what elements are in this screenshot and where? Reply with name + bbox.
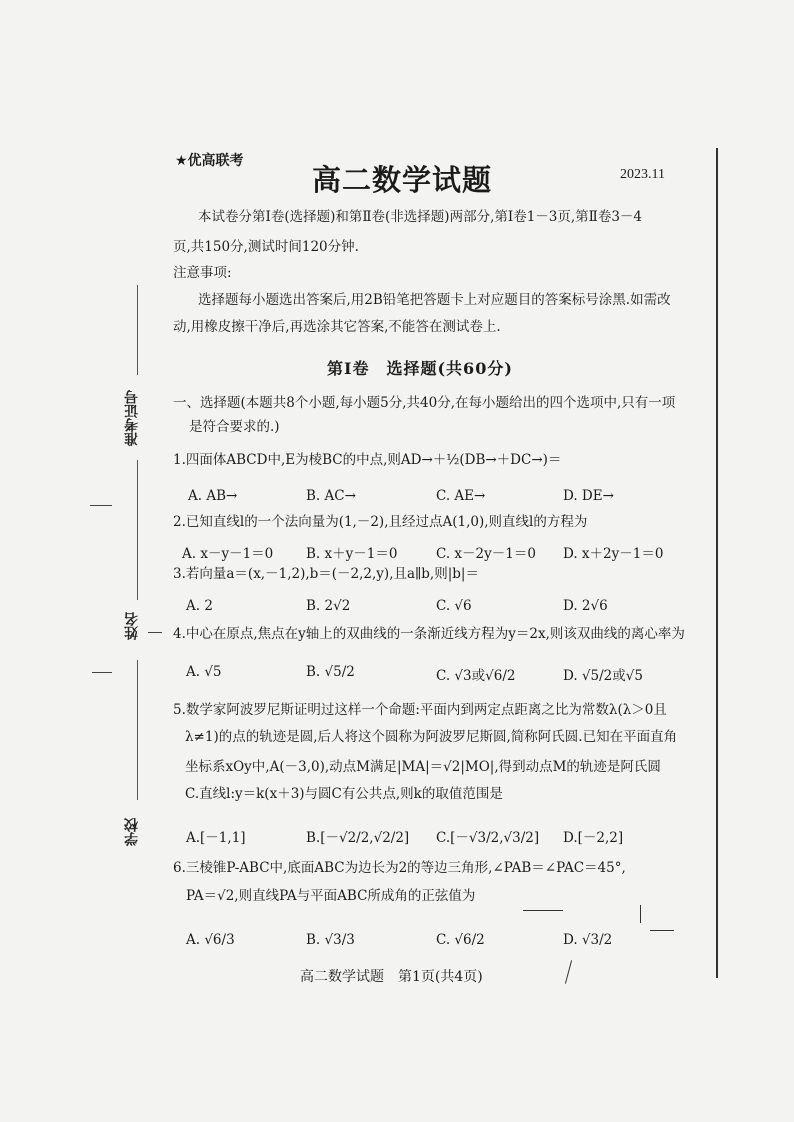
- part-heading-1: 一、选择题(本题共8个小题,每小题5分,共40分,在每小题给出的四个选项中,只有一项: [173, 395, 676, 411]
- question-5-stem-1: 5.数学家阿波罗尼斯证明过这样一个命题:平面内到两定点距离之比为常数λ(λ＞0且: [173, 702, 667, 718]
- q6-option-d: D. √3/2: [563, 932, 613, 948]
- q5-option-b: B.[－√2/2,√2/2]: [306, 830, 410, 846]
- page-title: 高二数学试题: [312, 163, 493, 197]
- scan-mark: [650, 930, 674, 931]
- scan-mark: [565, 960, 572, 983]
- scan-mark: [523, 910, 563, 911]
- question-5-stem-4: C.直线l:y＝k(x＋3)与圆C有公共点,则k的取值范围是: [185, 786, 503, 802]
- q4-option-a: A. √5: [186, 664, 222, 680]
- question-5-stem-2: λ≠1)的点的轨迹是圆,后人将这个圆称为阿波罗尼斯圆,简称阿氏圆.已知在平面直角: [185, 729, 678, 745]
- page-footer: 高二数学试题 第1页(共4页): [300, 969, 483, 985]
- q2-option-c: C. x－2y－1＝0: [436, 546, 536, 562]
- q6-option-a: A. √6/3: [186, 932, 235, 948]
- section-title: 第Ⅰ卷 选择题(共60分): [327, 359, 513, 378]
- q1-option-b: B. AC→: [306, 488, 356, 504]
- question-1-stem: 1.四面体ABCD中,E为棱BC的中点,则AD→＋½(DB→＋DC→)＝: [173, 452, 562, 468]
- page-edge-rule: [716, 148, 718, 978]
- margin-dash: [92, 672, 112, 673]
- q2-option-d: D. x＋2y－1＝0: [563, 546, 664, 562]
- q4-option-c: C. √3或√6/2: [436, 668, 516, 684]
- school-label: 学校: [124, 818, 140, 846]
- notice-line-1: 选择题每小题选出答案后,用2B铅笔把答题卡上对应题目的答案标号涂黑.如需改: [198, 292, 671, 308]
- q3-option-a: A. 2: [186, 598, 213, 614]
- q5-option-d: D.[－2,2]: [563, 830, 624, 846]
- q6-option-b: B. √3/3: [306, 932, 355, 948]
- scan-mark: [640, 905, 641, 923]
- q4-option-d: D. √5/2或√5: [563, 668, 643, 684]
- exam-date: 2023.11: [620, 167, 665, 182]
- sidebar-rule-low: [137, 660, 138, 800]
- q3-option-d: D. 2√6: [563, 598, 608, 614]
- intro-line-2: 页,共150分,测试时间120分钟.: [173, 239, 359, 255]
- intro-line-1: 本试卷分第Ⅰ卷(选择题)和第Ⅱ卷(非选择题)两部分,第Ⅰ卷1－3页,第Ⅱ卷3－4: [198, 209, 643, 225]
- q5-option-c: C.[－√3/2,√3/2]: [436, 830, 540, 846]
- sidebar-rule-top: [137, 285, 138, 375]
- question-6-stem-1: 6.三棱锥P-ABC中,底面ABC为边长为2的等边三角形,∠PAB＝∠PAC＝45°,: [173, 860, 626, 876]
- question-3-stem: 3.若向量a＝(x,－1,2),b＝(－2,2,y),且a∥b,则|b|＝: [173, 566, 479, 582]
- margin-dash: [90, 505, 112, 506]
- q6-option-c: C. √6/2: [436, 932, 485, 948]
- q5-option-a: A.[－1,1]: [186, 830, 246, 846]
- question-4-stem: 4.中心在原点,焦点在y轴上的双曲线的一条渐近线方程为y＝2x,则该双曲线的离心率为: [173, 626, 685, 642]
- notice-title: 注意事项:: [173, 265, 232, 281]
- question-5-stem-3: 坐标系xOy中,A(－3,0),动点M满足|MA|＝√2|MO|,得到动点M的轨迹是阿氏圆: [185, 759, 661, 775]
- q2-option-a: A. x－y－1＝0: [182, 546, 274, 562]
- notice-line-2: 动,用橡皮擦干净后,再选涂其它答案,不能答在测试卷上.: [173, 319, 501, 335]
- q3-option-c: C. √6: [436, 598, 472, 614]
- sidebar-rule-mid: [137, 460, 138, 600]
- q1-option-c: C. AE→: [436, 488, 486, 504]
- question-2-stem: 2.已知直线l的一个法向量为(1,－2),且经过点A(1,0),则直线l的方程为: [173, 514, 588, 530]
- q1-option-a: A. AB→: [188, 488, 238, 504]
- q4-option-b: B. √5/2: [306, 664, 355, 680]
- exam-id-label: 准考证号: [124, 390, 140, 446]
- name-label: 姓名: [124, 612, 140, 640]
- margin-dash: [148, 632, 162, 633]
- q3-option-b: B. 2√2: [306, 598, 351, 614]
- exam-tag: ★优高联考: [175, 153, 244, 169]
- question-6-stem-2: PA＝√2,则直线PA与平面ABC所成角的正弦值为: [186, 888, 476, 904]
- q2-option-b: B. x＋y－1＝0: [306, 546, 398, 562]
- part-heading-2: 是符合要求的.): [189, 419, 280, 435]
- q1-option-d: D. DE→: [563, 488, 614, 504]
